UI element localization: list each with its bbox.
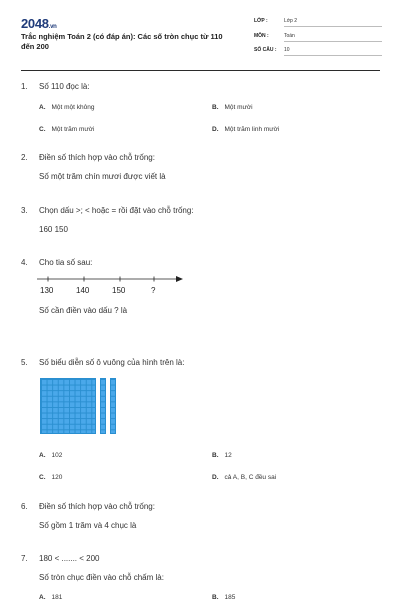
question-number: 5.	[21, 358, 28, 367]
question-text: Số biểu diễn số ô vuông của hình trên là:	[39, 358, 185, 367]
question-number: 7.	[21, 554, 28, 563]
option-c[interactable]: C. Một trăm mười	[39, 126, 95, 133]
question-subtext: Số tròn chục điền vào chỗ chấm là:	[39, 573, 164, 582]
question-subtext: Số cần điền vào dấu ? là	[39, 306, 128, 315]
option-a[interactable]: A. Một một không	[39, 104, 95, 111]
number-line-label: ?	[151, 286, 156, 295]
question-text: Điền số thích hợp vào chỗ trống:	[39, 153, 155, 162]
option-b[interactable]: B. 185	[212, 594, 236, 600]
option-a[interactable]: A. 102	[39, 452, 63, 459]
question-text: Cho tia số sau:	[39, 258, 93, 267]
meta-key: MÔN :	[254, 33, 269, 39]
number-line-label: 130	[40, 286, 54, 295]
question-number: 3.	[21, 206, 28, 215]
option-b[interactable]: B. 12	[212, 452, 232, 459]
option-d[interactable]: D. cả A, B, C đều sai	[212, 474, 277, 481]
question-text: Chọn dấu >; < hoặc = rồi đặt vào chỗ trống:	[39, 206, 194, 215]
ten-rod	[100, 378, 106, 434]
question-subtext: Số gồm 1 trăm và 4 chục là	[39, 521, 137, 530]
page-header	[0, 0, 400, 68]
number-line-arrow	[176, 276, 183, 282]
question-number: 6.	[21, 502, 28, 511]
meta-key: LỚP :	[254, 18, 268, 24]
number-line	[34, 272, 184, 286]
number-line-label: 140	[76, 286, 90, 295]
question-text: 180 < ....... < 200	[39, 554, 100, 563]
meta-value: Lớp 2	[284, 18, 382, 27]
header-divider	[21, 70, 380, 71]
question-subtext: 160 150	[39, 225, 68, 234]
logo: 2048.vn	[21, 16, 57, 31]
ten-rod	[110, 378, 116, 434]
question-text: Điền số thích hợp vào chỗ trống:	[39, 502, 155, 511]
question-subtext: Số một trăm chín mươi được viết là	[39, 172, 166, 181]
option-b[interactable]: B. Một mười	[212, 104, 253, 111]
worksheet-title: Trắc nghiệm Toán 2 (có đáp án): Các số tròn chục từ 110 đến 200	[21, 32, 223, 51]
meta-key: SỐ CÂU :	[254, 47, 277, 53]
question-number: 4.	[21, 258, 28, 267]
question-text: Số 110 đọc là:	[39, 82, 90, 91]
meta-value: Toán	[284, 33, 382, 42]
question-number: 2.	[21, 153, 28, 162]
option-d[interactable]: D. Một trăm linh mười	[212, 126, 280, 133]
hundred-block	[40, 378, 96, 434]
meta-value: 10	[284, 47, 382, 56]
number-line-label: 150	[112, 286, 126, 295]
question-number: 1.	[21, 82, 28, 91]
option-c[interactable]: C. 120	[39, 474, 63, 481]
option-a[interactable]: A. 181	[39, 594, 63, 600]
